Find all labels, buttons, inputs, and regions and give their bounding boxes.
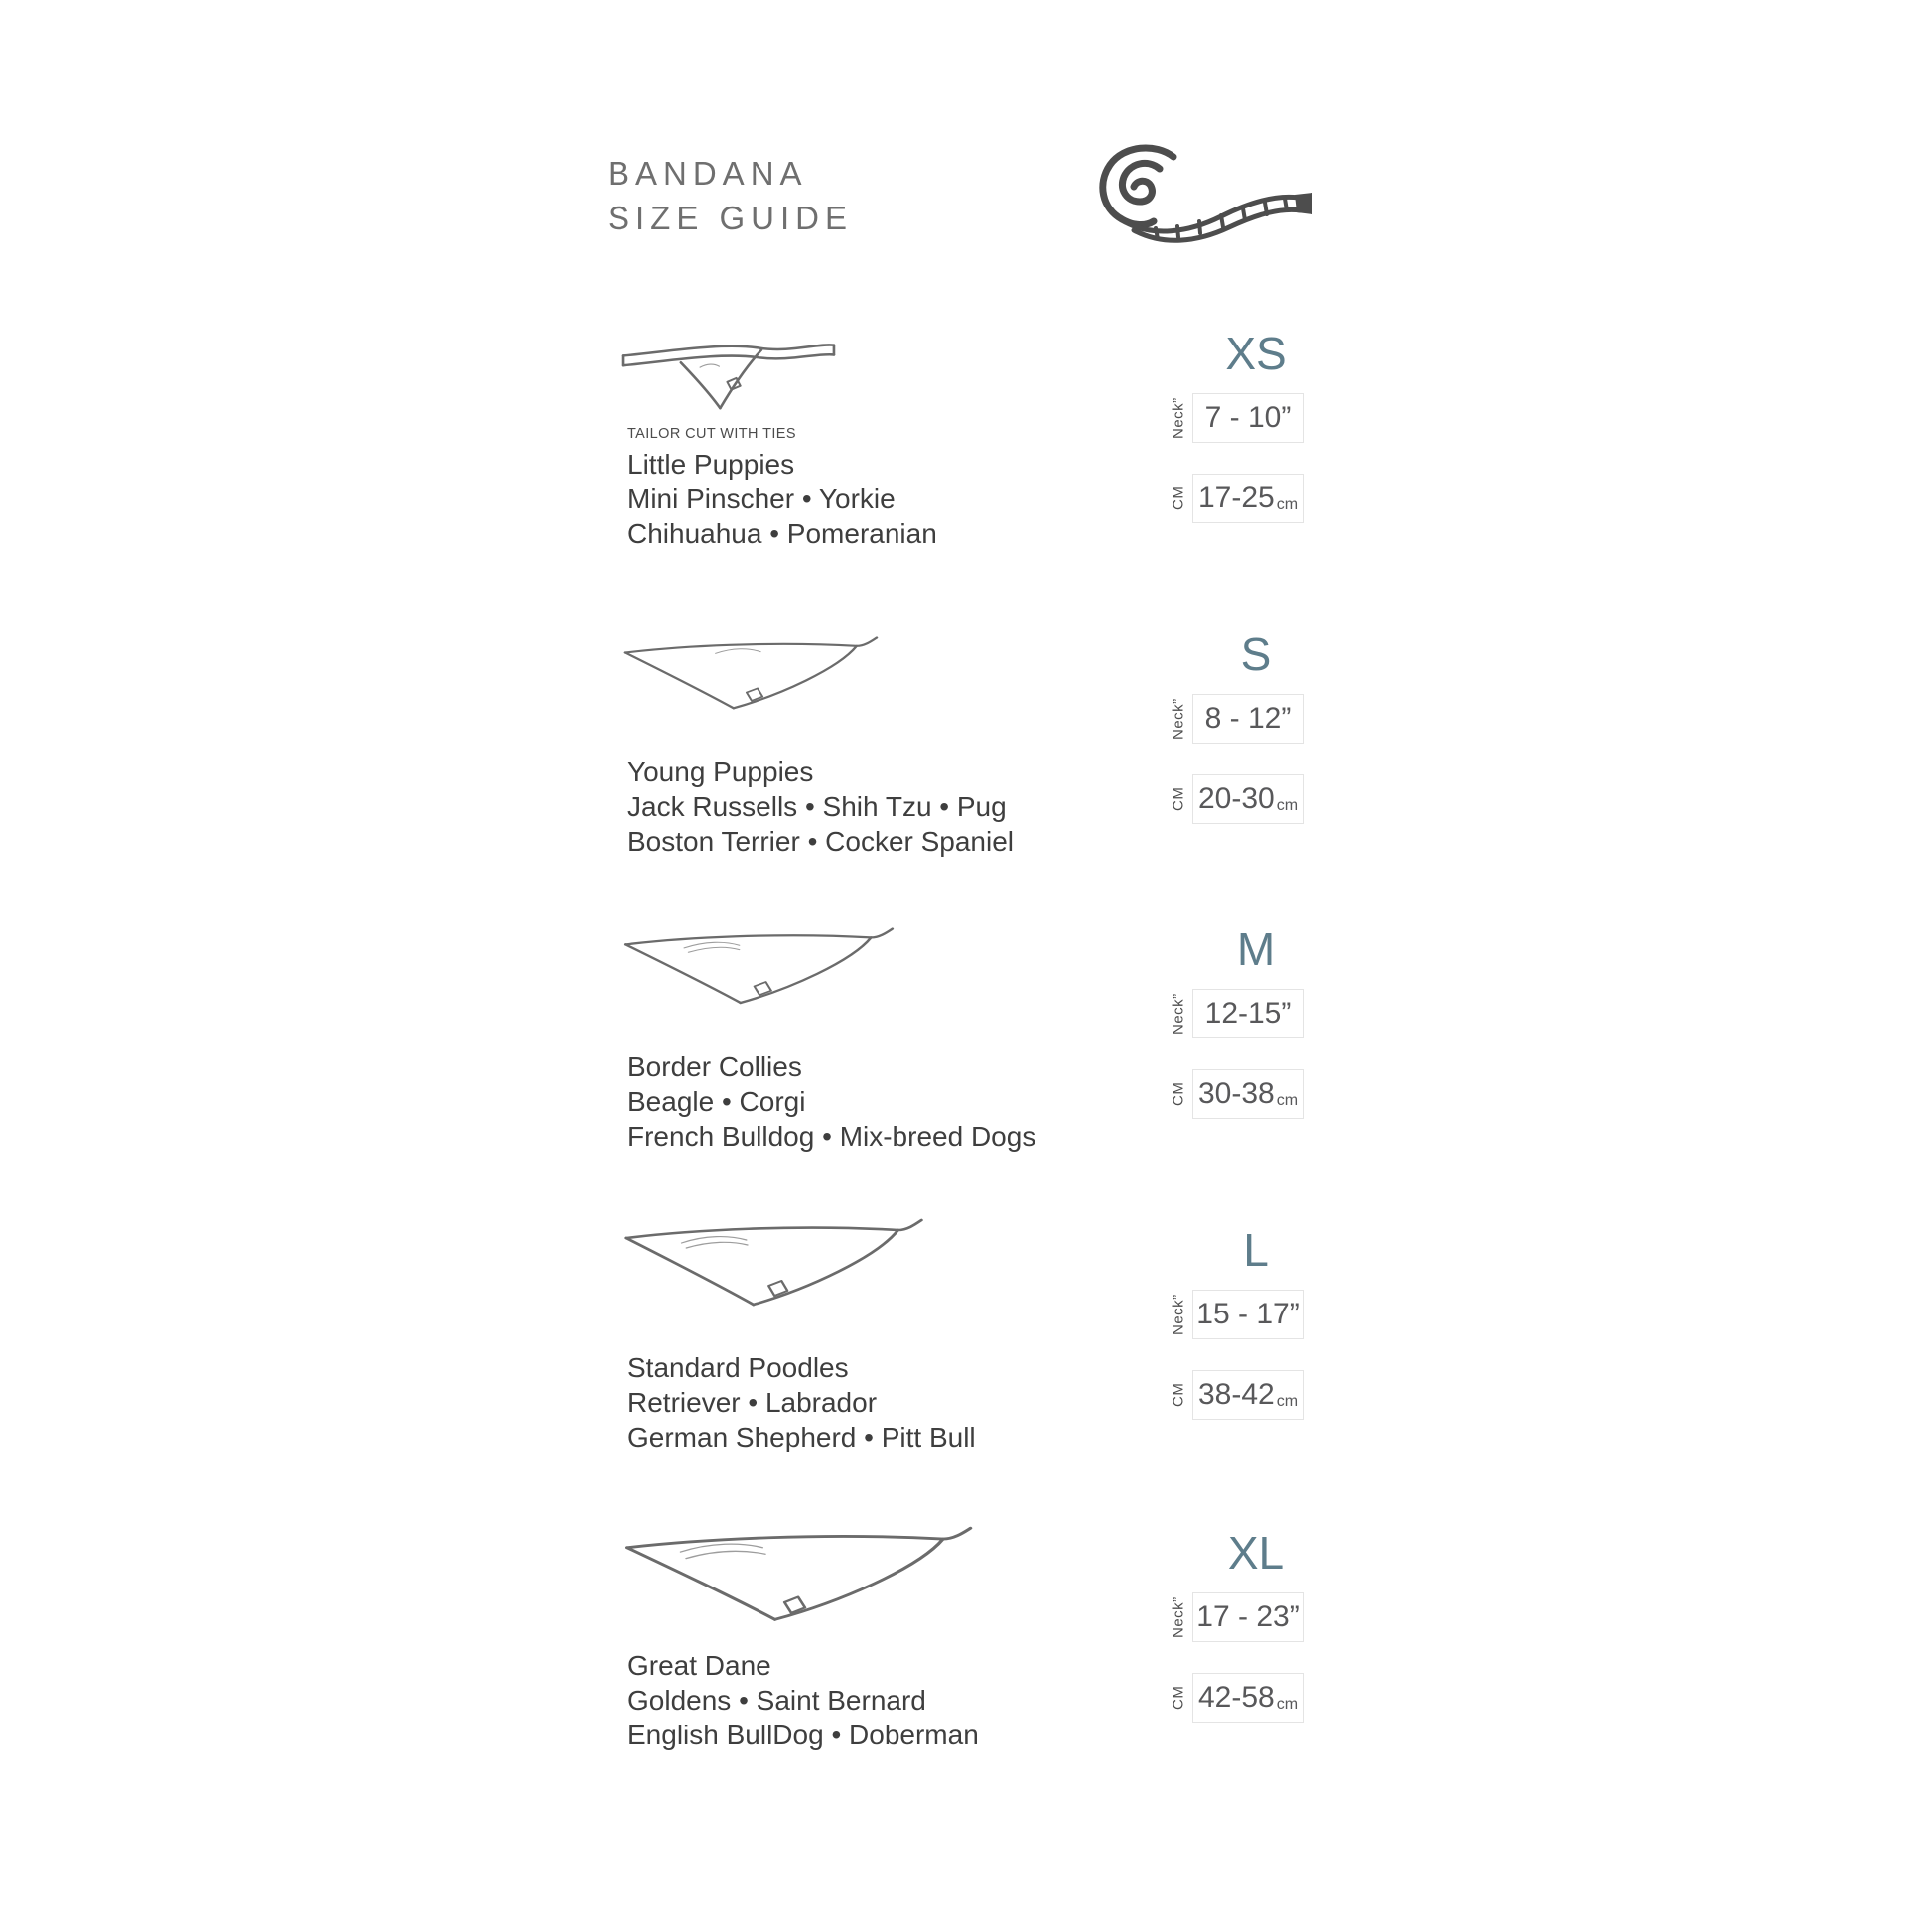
cm-unit-label: CM (1170, 1382, 1187, 1408)
breed-description-xl (627, 1648, 979, 1752)
breed-line: English BullDog • Doberman (627, 1720, 979, 1750)
neck-cm-value: 42-58 (1197, 1681, 1275, 1714)
neck-cm-value: 38-42 (1197, 1378, 1275, 1411)
cm-suffix: cm (1276, 1696, 1299, 1713)
neck-cm-value-box (1192, 1673, 1304, 1723)
breed-line: Great Dane (627, 1650, 771, 1681)
neck-inches-value: 15 - 17” (1196, 1298, 1300, 1330)
size-code-s: S (1240, 628, 1272, 680)
tailor-cut-tagline: TAILOR CUT WITH TIES (627, 426, 796, 442)
neck-cm-value-box (1192, 774, 1304, 824)
neck-cm-value-box (1192, 474, 1304, 523)
neck-unit-label: Neck” (1170, 1294, 1187, 1335)
size-section-l (621, 1217, 976, 1454)
cm-unit-label: CM (1170, 1685, 1187, 1711)
cm-suffix: cm (1276, 1092, 1299, 1109)
breed-line: Goldens • Saint Bernard (627, 1685, 926, 1716)
breed-line: Young Puppies (627, 757, 814, 787)
neck-cm-value: 20-30 (1197, 782, 1275, 815)
neck-cm-row (1165, 1667, 1313, 1728)
cm-suffix: cm (1276, 797, 1299, 814)
neck-inches-row (1165, 1587, 1313, 1648)
neck-inches-row (1165, 983, 1313, 1044)
page-title (608, 151, 853, 240)
neck-cm-row (1165, 1364, 1313, 1426)
size-column-s (1165, 628, 1313, 830)
size-column-xs (1165, 328, 1313, 529)
neck-cm-value: 30-38 (1197, 1077, 1275, 1110)
breed-line: Border Collies (627, 1051, 802, 1082)
neck-cm-value-box (1192, 1370, 1304, 1420)
neck-inches-row (1165, 688, 1313, 750)
neck-cm-row (1165, 768, 1313, 830)
neck-inches-value: 8 - 12” (1204, 702, 1292, 735)
breed-line: Beagle • Corgi (627, 1086, 806, 1117)
neck-unit-label: Neck” (1170, 698, 1187, 740)
neck-inches-value: 12-15” (1204, 997, 1292, 1030)
neck-unit-label: Neck” (1170, 1596, 1187, 1638)
neck-cm-value-box (1192, 1069, 1304, 1119)
neck-unit-label: Neck” (1170, 397, 1187, 439)
neck-inches-value-box (1192, 1592, 1304, 1642)
breed-line: Retriever • Labrador (627, 1387, 878, 1418)
breed-description-s (627, 755, 1014, 859)
breed-description-xs (627, 447, 937, 551)
size-code-xs: XS (1225, 328, 1287, 379)
breed-description-m (627, 1049, 1035, 1154)
measuring-tape-icon (1082, 135, 1314, 256)
breed-line: French Bulldog • Mix-breed Dogs (627, 1121, 1036, 1152)
size-section-xs (621, 331, 937, 551)
breed-line: Chihuahua • Pomeranian (627, 518, 937, 549)
neck-unit-label: Neck” (1170, 993, 1187, 1035)
neck-inches-value-box (1192, 393, 1304, 443)
size-code-l: L (1243, 1224, 1269, 1276)
neck-cm-value: 17-25 (1197, 482, 1275, 514)
size-column-l (1165, 1224, 1313, 1426)
neck-inches-value-box (1192, 989, 1304, 1038)
cm-unit-label: CM (1170, 485, 1187, 511)
bandana-illustration-s (621, 635, 881, 715)
bandana-illustration-m (621, 926, 897, 1010)
breed-line: Jack Russells • Shih Tzu • Pug (627, 791, 1007, 822)
breed-line: Boston Terrier • Cocker Spaniel (627, 826, 1015, 857)
neck-inches-value: 7 - 10” (1204, 401, 1292, 434)
size-code-m: M (1236, 923, 1276, 975)
cm-suffix: cm (1276, 496, 1299, 513)
bandana-illustration-l (621, 1217, 926, 1312)
page-title-line2: SIZE GUIDE (608, 200, 854, 236)
neck-cm-row (1165, 468, 1313, 529)
breed-description-l (627, 1350, 976, 1454)
cm-unit-label: CM (1170, 786, 1187, 812)
size-section-s (621, 635, 1014, 859)
size-column-xl (1165, 1527, 1313, 1728)
size-section-xl (621, 1525, 979, 1752)
size-code-xl: XL (1227, 1527, 1285, 1579)
neck-inches-row (1165, 1284, 1313, 1345)
neck-inches-value-box (1192, 1290, 1304, 1339)
cm-unit-label: CM (1170, 1081, 1187, 1107)
breed-line: German Shepherd • Pitt Bull (627, 1422, 976, 1452)
size-column-m (1165, 923, 1313, 1125)
breed-line: Little Puppies (627, 449, 795, 480)
page-title-line1: BANDANA (608, 155, 808, 192)
bandana-illustration-xl (621, 1525, 976, 1628)
neck-cm-row (1165, 1063, 1313, 1125)
cm-suffix: cm (1276, 1393, 1299, 1410)
bandana-with-ties-illustration-xs (621, 331, 837, 416)
breed-line: Standard Poodles (627, 1352, 849, 1383)
size-section-m (621, 926, 1035, 1154)
neck-inches-row (1165, 387, 1313, 449)
breed-line: Mini Pinscher • Yorkie (627, 483, 896, 514)
neck-inches-value-box (1192, 694, 1304, 744)
neck-inches-value: 17 - 23” (1196, 1600, 1300, 1633)
